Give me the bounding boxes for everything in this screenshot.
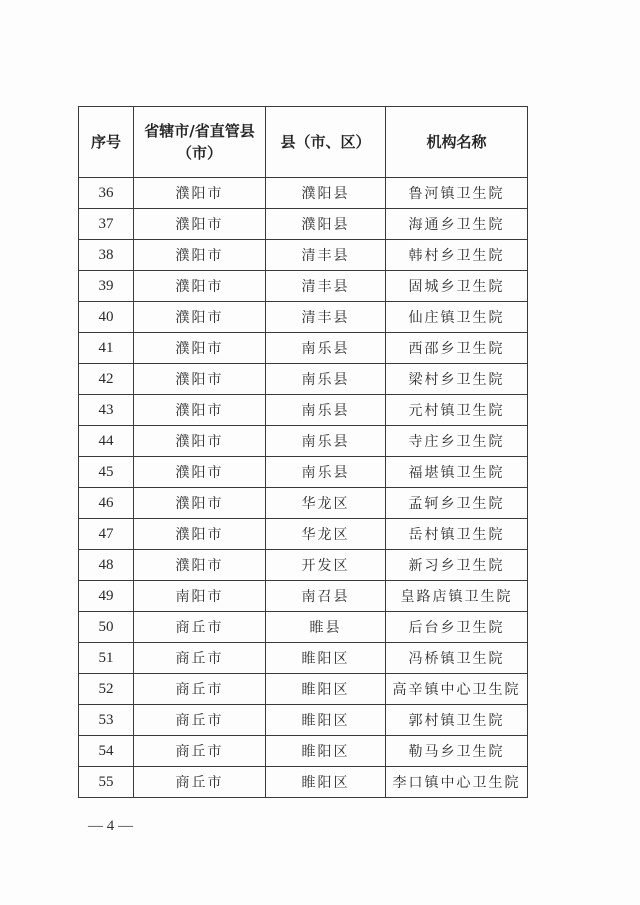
header-institution-label: 机构名称 [426, 133, 487, 151]
serial-cell: 38 [79, 240, 134, 271]
serial-cell: 37 [79, 209, 134, 240]
header-city-line2: （市） [176, 144, 222, 162]
serial-cell: 47 [79, 519, 134, 550]
institution-cell: 寺庄乡卫生院 [386, 426, 528, 457]
city-cell: 濮阳市 [134, 333, 266, 364]
city-cell: 濮阳市 [134, 426, 266, 457]
serial-cell: 43 [79, 395, 134, 426]
county-cell: 睢阳区 [266, 767, 386, 798]
county-cell: 华龙区 [266, 488, 386, 519]
city-cell: 商丘市 [134, 674, 266, 705]
city-cell: 濮阳市 [134, 271, 266, 302]
header-county [266, 107, 386, 178]
county-cell: 睢阳区 [266, 643, 386, 674]
county-cell: 南乐县 [266, 333, 386, 364]
serial-cell: 52 [79, 674, 134, 705]
institution-cell: 海通乡卫生院 [386, 209, 528, 240]
table-row [79, 364, 528, 395]
institution-cell: 孟轲乡卫生院 [386, 488, 528, 519]
institution-cell: 梁村乡卫生院 [386, 364, 528, 395]
serial-cell: 55 [79, 767, 134, 798]
serial-cell: 40 [79, 302, 134, 333]
page-number: — 4 — [88, 818, 133, 834]
institution-cell: 元村镇卫生院 [386, 395, 528, 426]
institution-cell: 西邵乡卫生院 [386, 333, 528, 364]
serial-cell: 54 [79, 736, 134, 767]
table-header [79, 107, 528, 178]
table-row [79, 736, 528, 767]
city-cell: 南阳市 [134, 581, 266, 612]
header-serial-label: 序号 [90, 133, 121, 151]
table-row [79, 643, 528, 674]
county-cell: 濮阳县 [266, 209, 386, 240]
serial-cell: 44 [79, 426, 134, 457]
table-row [79, 178, 528, 209]
county-cell: 濮阳县 [266, 178, 386, 209]
header-city [134, 107, 266, 178]
serial-cell: 39 [79, 271, 134, 302]
city-cell: 濮阳市 [134, 364, 266, 395]
serial-cell: 48 [79, 550, 134, 581]
table-row [79, 395, 528, 426]
serial-cell: 49 [79, 581, 134, 612]
serial-cell: 41 [79, 333, 134, 364]
institution-cell: 福堪镇卫生院 [386, 457, 528, 488]
serial-cell: 53 [79, 705, 134, 736]
serial-cell: 42 [79, 364, 134, 395]
table-row [79, 612, 528, 643]
city-cell: 濮阳市 [134, 488, 266, 519]
institution-cell: 后台乡卫生院 [386, 612, 528, 643]
county-cell: 清丰县 [266, 271, 386, 302]
institution-table [78, 106, 528, 798]
header-county-label: 县（市、区） [280, 133, 371, 151]
city-cell: 商丘市 [134, 643, 266, 674]
table-row [79, 581, 528, 612]
county-cell: 南乐县 [266, 364, 386, 395]
table-row [79, 705, 528, 736]
county-cell: 清丰县 [266, 302, 386, 333]
city-cell: 濮阳市 [134, 550, 266, 581]
institution-cell: 新习乡卫生院 [386, 550, 528, 581]
institution-cell: 固城乡卫生院 [386, 271, 528, 302]
table-row [79, 271, 528, 302]
city-cell: 商丘市 [134, 767, 266, 798]
institution-cell: 岳村镇卫生院 [386, 519, 528, 550]
table-row [79, 767, 528, 798]
county-cell: 睢县 [266, 612, 386, 643]
city-cell: 濮阳市 [134, 519, 266, 550]
city-cell: 商丘市 [134, 736, 266, 767]
serial-cell: 46 [79, 488, 134, 519]
county-cell: 睢阳区 [266, 705, 386, 736]
county-cell: 南乐县 [266, 395, 386, 426]
header-row [79, 107, 528, 178]
institution-cell: 高辛镇中心卫生院 [386, 674, 528, 705]
city-cell: 濮阳市 [134, 240, 266, 271]
county-cell: 南乐县 [266, 457, 386, 488]
institution-cell: 皇路店镇卫生院 [386, 581, 528, 612]
city-cell: 濮阳市 [134, 178, 266, 209]
county-cell: 睢阳区 [266, 674, 386, 705]
serial-cell: 45 [79, 457, 134, 488]
table-row [79, 457, 528, 488]
table-row [79, 302, 528, 333]
city-cell: 商丘市 [134, 705, 266, 736]
table-row [79, 240, 528, 271]
institution-cell: 李口镇中心卫生院 [386, 767, 528, 798]
institution-cell: 仙庄镇卫生院 [386, 302, 528, 333]
table-row [79, 333, 528, 364]
header-serial [79, 107, 134, 178]
city-cell: 濮阳市 [134, 395, 266, 426]
city-cell: 濮阳市 [134, 302, 266, 333]
county-cell: 南召县 [266, 581, 386, 612]
serial-cell: 50 [79, 612, 134, 643]
institution-cell: 鲁河镇卫生院 [386, 178, 528, 209]
city-cell: 濮阳市 [134, 209, 266, 240]
county-cell: 睢阳区 [266, 736, 386, 767]
header-city-line1: 省辖市/省直管县 [144, 122, 255, 140]
serial-cell: 36 [79, 178, 134, 209]
table-body [79, 178, 528, 798]
institution-cell: 冯桥镇卫生院 [386, 643, 528, 674]
county-cell: 清丰县 [266, 240, 386, 271]
institution-cell: 勒马乡卫生院 [386, 736, 528, 767]
header-institution [386, 107, 528, 178]
table-row [79, 426, 528, 457]
serial-cell: 51 [79, 643, 134, 674]
county-cell: 华龙区 [266, 519, 386, 550]
table-row [79, 550, 528, 581]
city-cell: 濮阳市 [134, 457, 266, 488]
table-row [79, 674, 528, 705]
table-row [79, 519, 528, 550]
table-row [79, 209, 528, 240]
city-cell: 商丘市 [134, 612, 266, 643]
county-cell: 南乐县 [266, 426, 386, 457]
county-cell: 开发区 [266, 550, 386, 581]
institution-cell: 韩村乡卫生院 [386, 240, 528, 271]
institution-cell: 郭村镇卫生院 [386, 705, 528, 736]
table-row [79, 488, 528, 519]
